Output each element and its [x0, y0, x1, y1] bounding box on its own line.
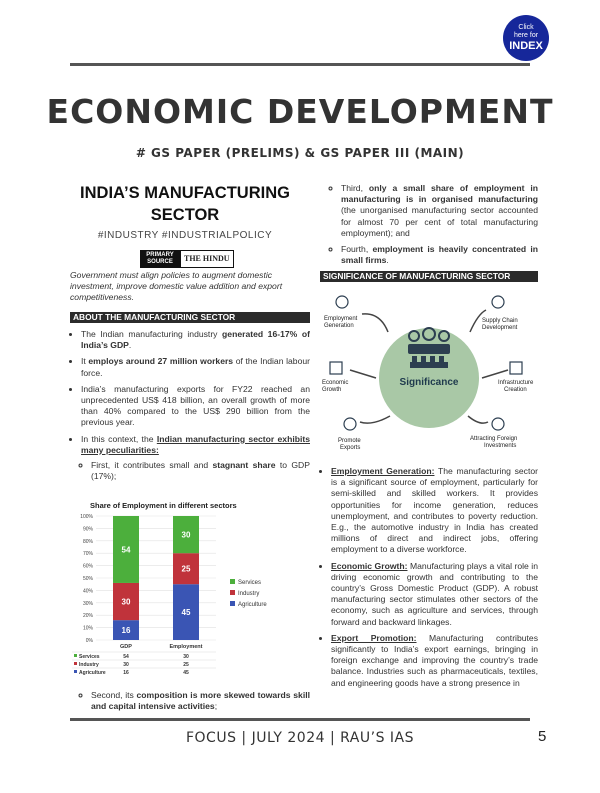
list-item: • Employment Generation: The manufacturing sector is a significant source of employment, particularly for semi-skilled and skilled workers. It provides opportunities for income generation, reduces unemployment, and contributes to poverty reduction. E.g., the automotive industry in India has created millions of direct and indirect jobs, offering employment to a diverse workforce. — [331, 466, 538, 556]
y-tick-label: 50% — [82, 576, 93, 582]
significance-diagram — [320, 292, 538, 462]
list-item: ◦ Fourth, employment is heavily concentrated in small firms. — [341, 244, 538, 266]
diagram-label: Economic Growth — [322, 380, 349, 393]
table-row-label: Agriculture — [79, 670, 106, 676]
source-label-2: SOURCE — [147, 259, 173, 265]
article-intro: Government must align policies to augment domestic investment, improve domestic value addition and export competitiveness. — [70, 270, 283, 303]
data-label: 30 — [181, 530, 191, 540]
article-title-line1: INDIA’S MANUFACTURING — [80, 184, 290, 202]
globe-icon — [344, 418, 356, 430]
list-item: ◦ Second, its composition is more skewed towards skill and capital intensive activities; — [91, 690, 310, 712]
diagram-label: Employment Generation — [324, 316, 358, 329]
y-tick-label: 20% — [82, 613, 93, 620]
x-tick-label: GDP — [120, 644, 132, 650]
significance-list — [320, 466, 538, 689]
y-tick-label: 10% — [82, 625, 93, 632]
table-cell: 30 — [183, 654, 189, 660]
y-tick-label: 60% — [82, 563, 93, 570]
diagram-item-employment — [324, 296, 358, 329]
y-tick-label: 100% — [80, 514, 93, 520]
people-icon — [336, 296, 348, 308]
truck-icon — [492, 296, 504, 308]
legend-label: Services — [238, 580, 262, 586]
page-subtitle: # GS PAPER (PRELIMS) & GS PAPER III (MAIN) — [135, 146, 465, 160]
diagram-item-promote-exports — [338, 418, 361, 451]
left-column-bottom — [70, 690, 310, 717]
chart-title: Share of Employment in different sectors — [90, 501, 237, 510]
diagram-label: Infrastructure Creation — [498, 380, 534, 393]
source-badge — [140, 250, 234, 268]
diagram-item-foreign-investment — [470, 418, 517, 449]
money-icon — [492, 418, 504, 430]
box-icon — [412, 356, 417, 362]
y-tick-label: 0% — [85, 638, 93, 644]
machine-icon — [408, 344, 450, 354]
data-label: 25 — [181, 564, 191, 574]
article-tags: #INDUSTRY #INDUSTRIALPOLICY — [97, 230, 273, 241]
diagram-label: Supply Chain Development — [482, 318, 518, 331]
diagram-item-supply-chain — [482, 296, 518, 331]
article-title — [60, 182, 310, 226]
list-item: • Export Promotion: Manufacturing contributes significantly to India’s export earnings, bringing in foreign exchange and improving the country’s trade balance. Industries such as pharmaceuticals, textiles, and engineering goods have a strong presence in — [331, 633, 538, 689]
table-cell: 25 — [183, 662, 189, 668]
diagram-center-label: Significance — [399, 377, 459, 388]
list-item: • The Indian manufacturing industry generated 16-17% of India’s GDP. — [81, 329, 310, 351]
right-column-bottom — [320, 466, 538, 689]
employment-share-chart — [70, 498, 306, 710]
chart-icon — [330, 362, 342, 374]
index-line1: Click — [518, 24, 534, 31]
building-icon — [510, 362, 522, 374]
page-title: ECONOMIC DEVELOPMENT — [46, 92, 554, 131]
right-column-top — [320, 183, 538, 282]
table-cell: 54 — [123, 654, 129, 660]
data-label: 54 — [121, 545, 131, 555]
legend-swatch — [230, 590, 235, 595]
article-title-line2: SECTOR — [150, 206, 220, 224]
list-item: • It employs around 27 million workers of the Indian labour force. — [81, 356, 310, 378]
diagram-label: Promote Exports — [338, 438, 361, 451]
peculiarities-list — [81, 460, 310, 482]
y-tick-label: 30% — [82, 600, 93, 607]
table-cell: 16 — [123, 670, 129, 676]
list-item: • Economic Growth: Manufacturing plays a vital role in driving economic growth and contributing to the country’s Gross Domestic Product (GDP). A robust manufacturing sector stimulates other sectors of the economy, such as agriculture and services, through forward and backward linkages. — [331, 561, 538, 628]
box-icon — [439, 356, 444, 362]
y-tick-label: 80% — [82, 538, 93, 545]
about-list — [70, 329, 310, 482]
source-label — [140, 250, 180, 268]
diagram-label: Attracting Foreign Investments — [470, 436, 518, 449]
box-icon — [421, 356, 426, 362]
index-button[interactable] — [503, 15, 549, 61]
y-tick-label: 40% — [82, 588, 93, 595]
table-cell: 30 — [123, 662, 129, 668]
index-label: INDEX — [509, 40, 543, 52]
significance-heading: SIGNIFICANCE OF MANUFACTURING SECTOR — [320, 271, 538, 282]
conveyor-icon — [410, 362, 448, 368]
box-icon — [430, 356, 435, 362]
legend-label: Industry — [238, 591, 260, 597]
footer-text: FOCUS | JULY 2024 | RAU’S IAS — [185, 730, 415, 746]
arrow-icon — [360, 416, 390, 423]
legend-label: Agriculture — [238, 602, 267, 608]
data-label: 45 — [181, 608, 191, 618]
table-swatch — [74, 670, 77, 673]
table-cell: 45 — [183, 670, 189, 676]
table-row-label: Services — [79, 654, 100, 660]
data-label: 16 — [121, 626, 131, 636]
about-heading: ABOUT THE MANUFACTURING SECTOR — [70, 312, 310, 323]
data-label: 30 — [121, 597, 131, 607]
legend-swatch — [230, 601, 235, 606]
legend-swatch — [230, 579, 235, 584]
arrow-icon — [350, 370, 376, 378]
diagram-item-infrastructure — [498, 362, 534, 393]
table-swatch — [74, 662, 77, 665]
diagram-item-economic-growth — [322, 362, 348, 393]
arrow-icon — [468, 416, 488, 423]
arrow-icon — [362, 314, 388, 332]
x-tick-label: Employment — [169, 644, 203, 650]
index-line2: here for — [513, 32, 539, 39]
list-item: ◦ Third, only a small share of employment in manufacturing is in organised manufacturing (the unorganised manufacturing sector accounted for almost 70 per cent of total manufacturing employment); and — [341, 183, 538, 239]
page-number: 5 — [538, 728, 547, 745]
arrow-icon — [482, 370, 508, 378]
y-tick-label: 90% — [82, 526, 93, 533]
list-item: ◦ First, it contributes small and stagnant share to GDP (17%); — [91, 460, 310, 482]
left-column — [70, 312, 310, 487]
source-name: THE HINDU — [180, 250, 234, 268]
y-tick-label: 70% — [82, 551, 93, 558]
list-item: • In this context, the Indian manufacturing sector exhibits many peculiarities: ◦ First, it contributes small and stagnant share to GDP (17%); — [81, 434, 310, 483]
table-swatch — [74, 654, 77, 657]
source-label-1: PRIMARY — [146, 252, 174, 258]
table-row-label: Industry — [79, 662, 99, 668]
bottom-rule — [70, 718, 530, 721]
list-item: • India’s manufacturing exports for FY22 reached an unprecedented US$ 418 billion, an overall growth of more than 40% compared to the US$ 290 billion from the previous year. — [81, 384, 310, 429]
top-rule — [70, 63, 530, 66]
